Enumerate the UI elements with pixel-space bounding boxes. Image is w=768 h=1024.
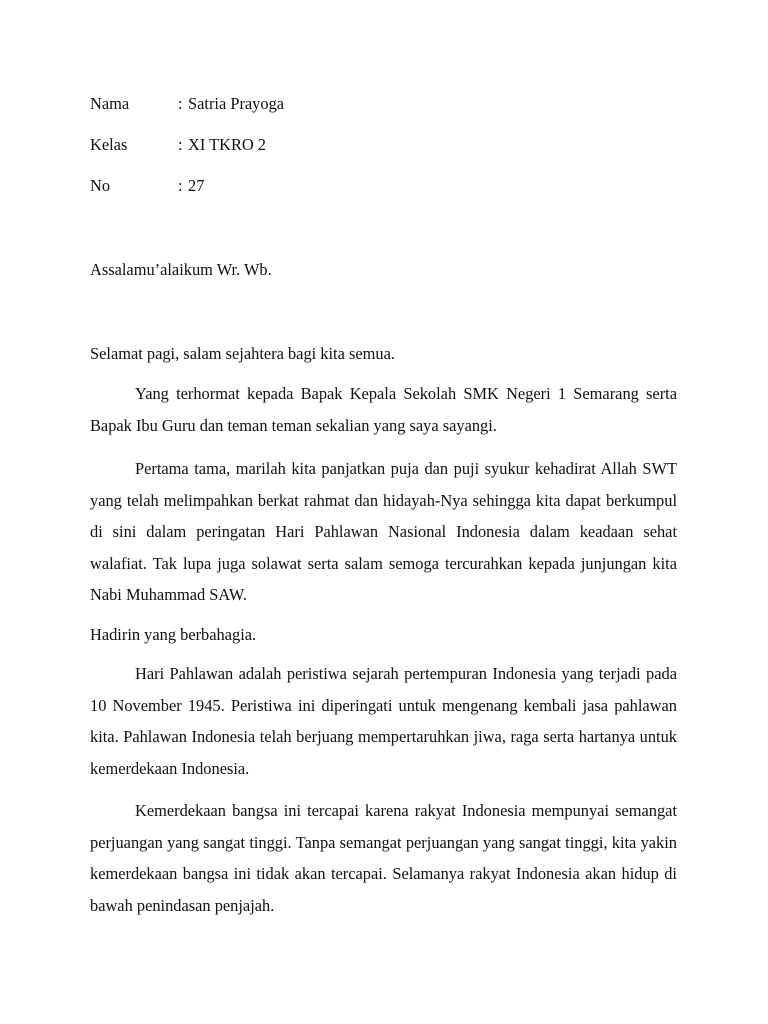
paragraph-salutation: Yang terhormat kepada Bapak Kepala Sekolah SMK Negeri 1 Semarang serta Bapak Ibu Guru dan teman teman sekalian yang saya sayangi. (90, 384, 677, 435)
greeting: Assalamu’alaikum Wr. Wb. (90, 260, 272, 279)
meta-kelas (90, 134, 266, 156)
meta-kelas-value: XI TKRO 2 (188, 135, 267, 154)
paragraph-history: Hari Pahlawan adalah peristiwa sejarah pertempuran Indonesia yang terjadi pada 10 November 1945. Peristiwa ini diperingati untuk mengenang kembali jasa pahlawan kita. Pahlawan Indonesia telah berjuang mempertaruhkan jiwa, raga serta hartanya untuk kemerdekaan Indonesia. (90, 664, 677, 778)
meta-nama (90, 93, 284, 115)
meta-no-value: 27 (188, 176, 205, 195)
audience-line: Hadirin yang berbahagia. (90, 625, 257, 644)
meta-no (90, 175, 204, 197)
meta-kelas-separator: : (178, 135, 183, 154)
paragraph-independence: Kemerdekaan bangsa ini tercapai karena rakyat Indonesia mempunyai semangat perjuangan yang sangat tinggi. Tanpa semangat perjuangan yang sangat tinggi, kita yakin kemerdekaan bangsa ini tidak akan tercapai. Selamanya rakyat Indonesia akan hidup di bawah penindasan penjajah. (90, 801, 677, 915)
meta-kelas-label: Kelas (90, 135, 128, 154)
meta-no-label: No (90, 176, 111, 195)
paragraph-gratitude: Pertama tama, marilah kita panjatkan puja dan puji syukur kehadirat Allah SWT yang telah melimpahkan berkat rahmat dan hidayah-Nya sehingga kita dapat berkumpul di sini dalam peringatan Hari Pahlawan Nasional Indonesia dalam keadaan sehat walafiat. Tak lupa juga solawat serta salam semoga tercurahkan kepada junjungan kita Nabi Muhammad SAW. (90, 459, 677, 604)
meta-no-separator: : (178, 176, 183, 195)
meta-nama-separator: : (178, 94, 183, 113)
meta-nama-value: Satria Prayoga (188, 94, 285, 113)
opening-line: Selamat pagi, salam sejahtera bagi kita semua. (90, 344, 395, 363)
meta-nama-label: Nama (90, 94, 130, 113)
